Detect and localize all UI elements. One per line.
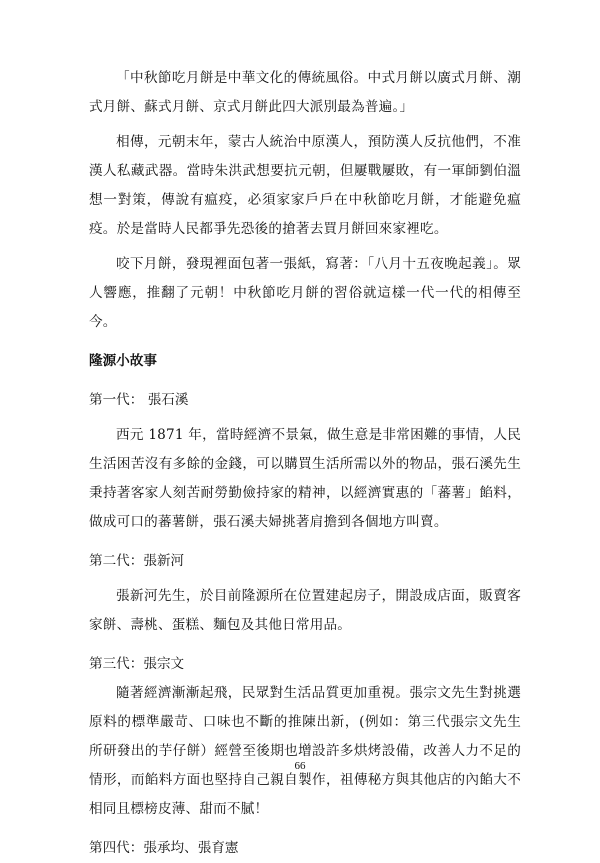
paragraph-intro-quote: 「中秋節吃月餅是中華文化的傳統風俗。中式月餅以廣式月餅、潮式月餅、蘇式月餅、京式月餅此四大派別最為普遍。」	[89, 70, 521, 115]
page-number: 66	[294, 760, 306, 772]
generation-2-text: 張新河先生，於目前隆源所在位置建起房子，開設成店面，販賣客家餅、壽桃、蛋糕、麵包及其他日常用品。	[89, 588, 521, 633]
generation-2-label: 第二代：張新河	[89, 553, 185, 569]
paragraph-uprising: 咬下月餅，發現裡面包著一張紙，寫著：「八月十五夜晚起義」。眾人響應，推翻了元朝！中秋節吃月餅的習俗就這樣一代一代的相傳至今。	[89, 256, 521, 330]
generation-3-label: 第三代：張宗文	[89, 656, 185, 672]
generation-4-label: 第四代：張承均、張育憲	[89, 840, 239, 856]
section-title: 隆源小故事	[89, 353, 157, 369]
paragraph-legend: 相傳，元朝末年，蒙古人統治中原漢人，預防漢人反抗他們，不准漢人私藏武器。當時朱洪武想要抗元朝，但屢戰屢敗，有一軍師劉伯溫想一對策，傳說有瘟疫，必須家家戶戶在中秋節吃月餅，才能避免瘟疫。於是當時人民都爭先恐後的搶著去買月餅回來家裡吃。	[89, 134, 521, 237]
page-content	[89, 64, 521, 863]
generation-1-text: 西元 1871 年，當時經濟不景氣，做生意是非常困難的事情，人民生活困苦沒有多餘的金錢，可以購買生活所需以外的物品，張石溪先生秉持著客家人刻苦耐勞勤儉持家的精神，以經濟實惠的「蕃薯」餡料，做成可口的蕃薯餅，張石溪夫婦挑著肩擔到各個地方叫賣。	[89, 427, 521, 530]
generation-1-label: 第一代： 張石溪	[89, 392, 189, 408]
generation-3-text: 隨著經濟漸漸起飛，民眾對生活品質更加重視。張宗文先生對挑選原料的標準嚴苛、口味也不斷的推陳出新，(例如：第三代張宗文先生所研發出的芋仔餅）經營至後期也增設許多烘烤設備，改善人力不足的情形，而餡料方面也堅持自己親自製作，祖傳秘方與其他店的內餡大不相同且標榜皮薄、甜而不膩！	[89, 685, 521, 817]
